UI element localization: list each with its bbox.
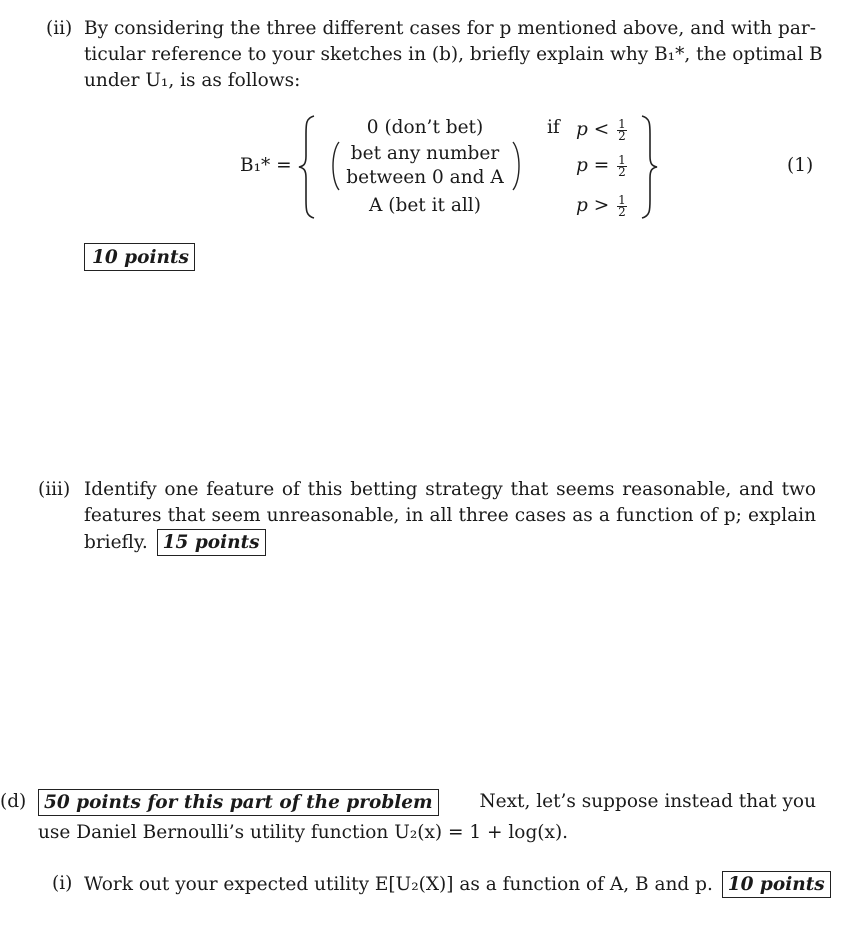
case-dont-bet: 0 (don’t bet) bbox=[366, 117, 484, 138]
part-ii-label: (ii) bbox=[46, 18, 73, 39]
part-ii-line-1: By considering the three different cases for p mentioned above, and with par- bbox=[84, 18, 816, 39]
if-word: if bbox=[547, 117, 560, 138]
part-ii-line-2: ticular reference to your sketches in (b), briefly explain why B₁*, the optimal B bbox=[84, 44, 823, 65]
fraction-half-3 bbox=[617, 192, 627, 219]
right-paren-icon bbox=[510, 140, 524, 192]
part-iii-line-1: Identify one feature of this betting strategy that seems reasonable, and two bbox=[84, 479, 816, 500]
fraction-half-1 bbox=[617, 116, 627, 143]
case-bet-any-line-2: between 0 and A bbox=[346, 167, 504, 188]
case-bet-any-line-1: bet any number bbox=[350, 143, 500, 164]
equation-number: (1) bbox=[787, 155, 814, 176]
part-ii-points: 10 points bbox=[84, 243, 195, 271]
right-brace-icon bbox=[636, 114, 660, 220]
part-ii-points-box bbox=[84, 243, 195, 271]
part-d-label: (d) bbox=[0, 791, 27, 812]
fraction-2-num: 1 bbox=[618, 152, 626, 167]
part-d-i-points: 10 points bbox=[722, 871, 831, 898]
part-iii-line-3-text: briefly. bbox=[84, 532, 148, 553]
condition-p-equal-half bbox=[576, 154, 627, 178]
part-d-i-label: (i) bbox=[52, 873, 73, 894]
part-iii-label: (iii) bbox=[38, 479, 71, 500]
case-bet-it-all: A (bet it all) bbox=[369, 195, 481, 216]
part-d-points: 50 points for this part of the problem bbox=[38, 789, 439, 816]
fraction-2-den: 2 bbox=[618, 164, 626, 179]
part-d-line-1-text: Next, let’s suppose instead that you bbox=[479, 791, 816, 812]
left-brace-icon bbox=[296, 114, 320, 220]
part-d-i-line bbox=[84, 871, 831, 898]
condition-1-text: p < bbox=[576, 119, 610, 140]
part-iii-line-3 bbox=[84, 529, 266, 556]
fraction-3-num: 1 bbox=[618, 192, 626, 207]
part-iii-line-2: features that seem unreasonable, in all three cases as a function of p; explain bbox=[84, 505, 816, 526]
part-d-line-2: use Daniel Bernoulli’s utility function U₂(x) = 1 + log(x). bbox=[38, 822, 569, 843]
part-d-i-text: Work out your expected utility E[U₂(X)] as a function of A, B and p. bbox=[84, 874, 713, 895]
condition-p-less-half bbox=[576, 118, 627, 142]
fraction-half-2 bbox=[617, 152, 627, 179]
equation-lhs: B₁* = bbox=[240, 155, 292, 176]
condition-p-greater-half bbox=[576, 194, 627, 218]
part-iii-points: 15 points bbox=[157, 529, 266, 556]
fraction-1-den: 2 bbox=[618, 128, 626, 143]
part-ii-line-3: under U₁, is as follows: bbox=[84, 70, 301, 91]
condition-3-text: p > bbox=[576, 195, 610, 216]
condition-2-text: p = bbox=[576, 155, 610, 176]
fraction-1-num: 1 bbox=[618, 116, 626, 131]
part-d-line-1 bbox=[38, 789, 816, 816]
fraction-3-den: 2 bbox=[618, 204, 626, 219]
